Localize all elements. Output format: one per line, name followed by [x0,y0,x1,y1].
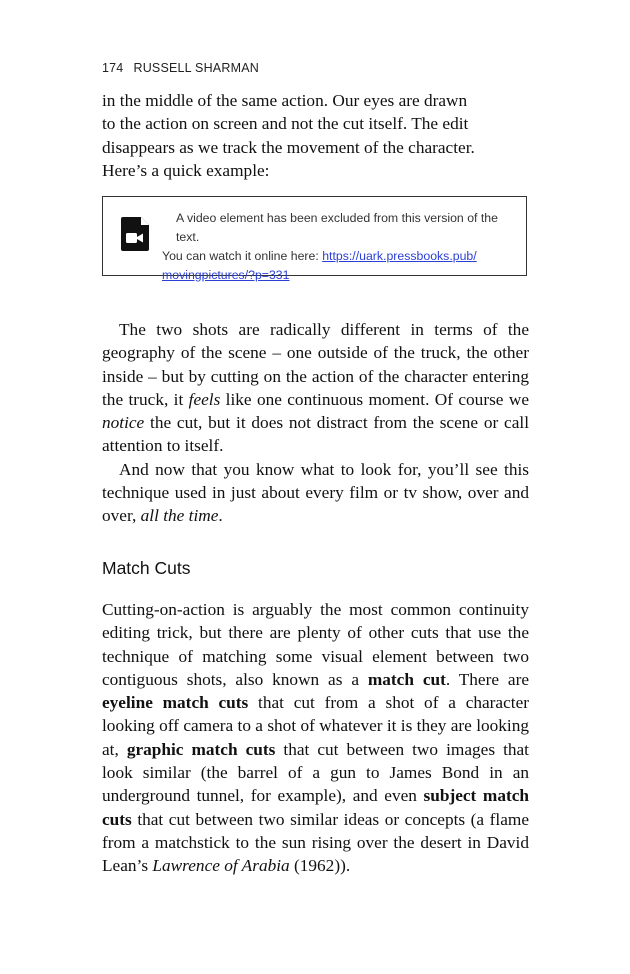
video-link-part: movingpictures/?p=331 [162,268,290,282]
match-cuts-paragraph [102,598,529,878]
body-paragraph: And now that you know what to look for, you’ll see this technique used in just about every film or tv show, over and over, all the time. [102,459,529,526]
notice-text [162,209,512,285]
notice-prompt: You can watch it online here: [162,249,323,263]
intro-line: disappears as we track the movement of the character. [102,137,475,157]
video-link-part: https://uark.pressbooks.pub/ [322,249,477,263]
author-name: RUSSELL SHARMAN [133,61,259,75]
page-number: 174 [102,61,124,75]
notice-line: A video element has been excluded from this version of the text. [176,211,498,244]
intro-line: to the action on screen and not the cut itself. The edit [102,114,469,134]
body-paragraphs [102,318,529,528]
section-heading: Match Cuts [102,558,191,578]
intro-line: in the middle of the same action. Our eyes are drawn [102,91,468,110]
intro-line: Here’s a quick example: [102,160,270,180]
intro-paragraph-continued [102,89,529,182]
video-excluded-notice [102,196,527,282]
video-file-icon [121,217,149,251]
body-paragraph: Cutting-on-action is arguably the most common continuity editing trick, but there are plenty of other cuts that use the technique of matching some visual element between two contiguous shots, also known as a match cut. There are eyeline match cuts that cut from a shot of a character looking off camera to a shot of whatever it is they are looking at, graphic match cuts that cut between two images that look similar (the barrel of a gun to James Bond in an underground tunnel, for example), and even subject match cuts that cut between two similar ideas or concepts (a flame from a matchstick to the sun rising over the desert in David Lean’s Lawrence of Arabia (1962)). [102,600,529,876]
body-paragraph: The two shots are radically different in terms of the geography of the scene – one outside of the truck, the other inside – but by cutting on the action of the character entering the truck, it feels like one continuous moment. Of course we notice the cut, but it does not distract from the scene or call attention to itself. [102,320,529,456]
running-head [102,61,259,75]
